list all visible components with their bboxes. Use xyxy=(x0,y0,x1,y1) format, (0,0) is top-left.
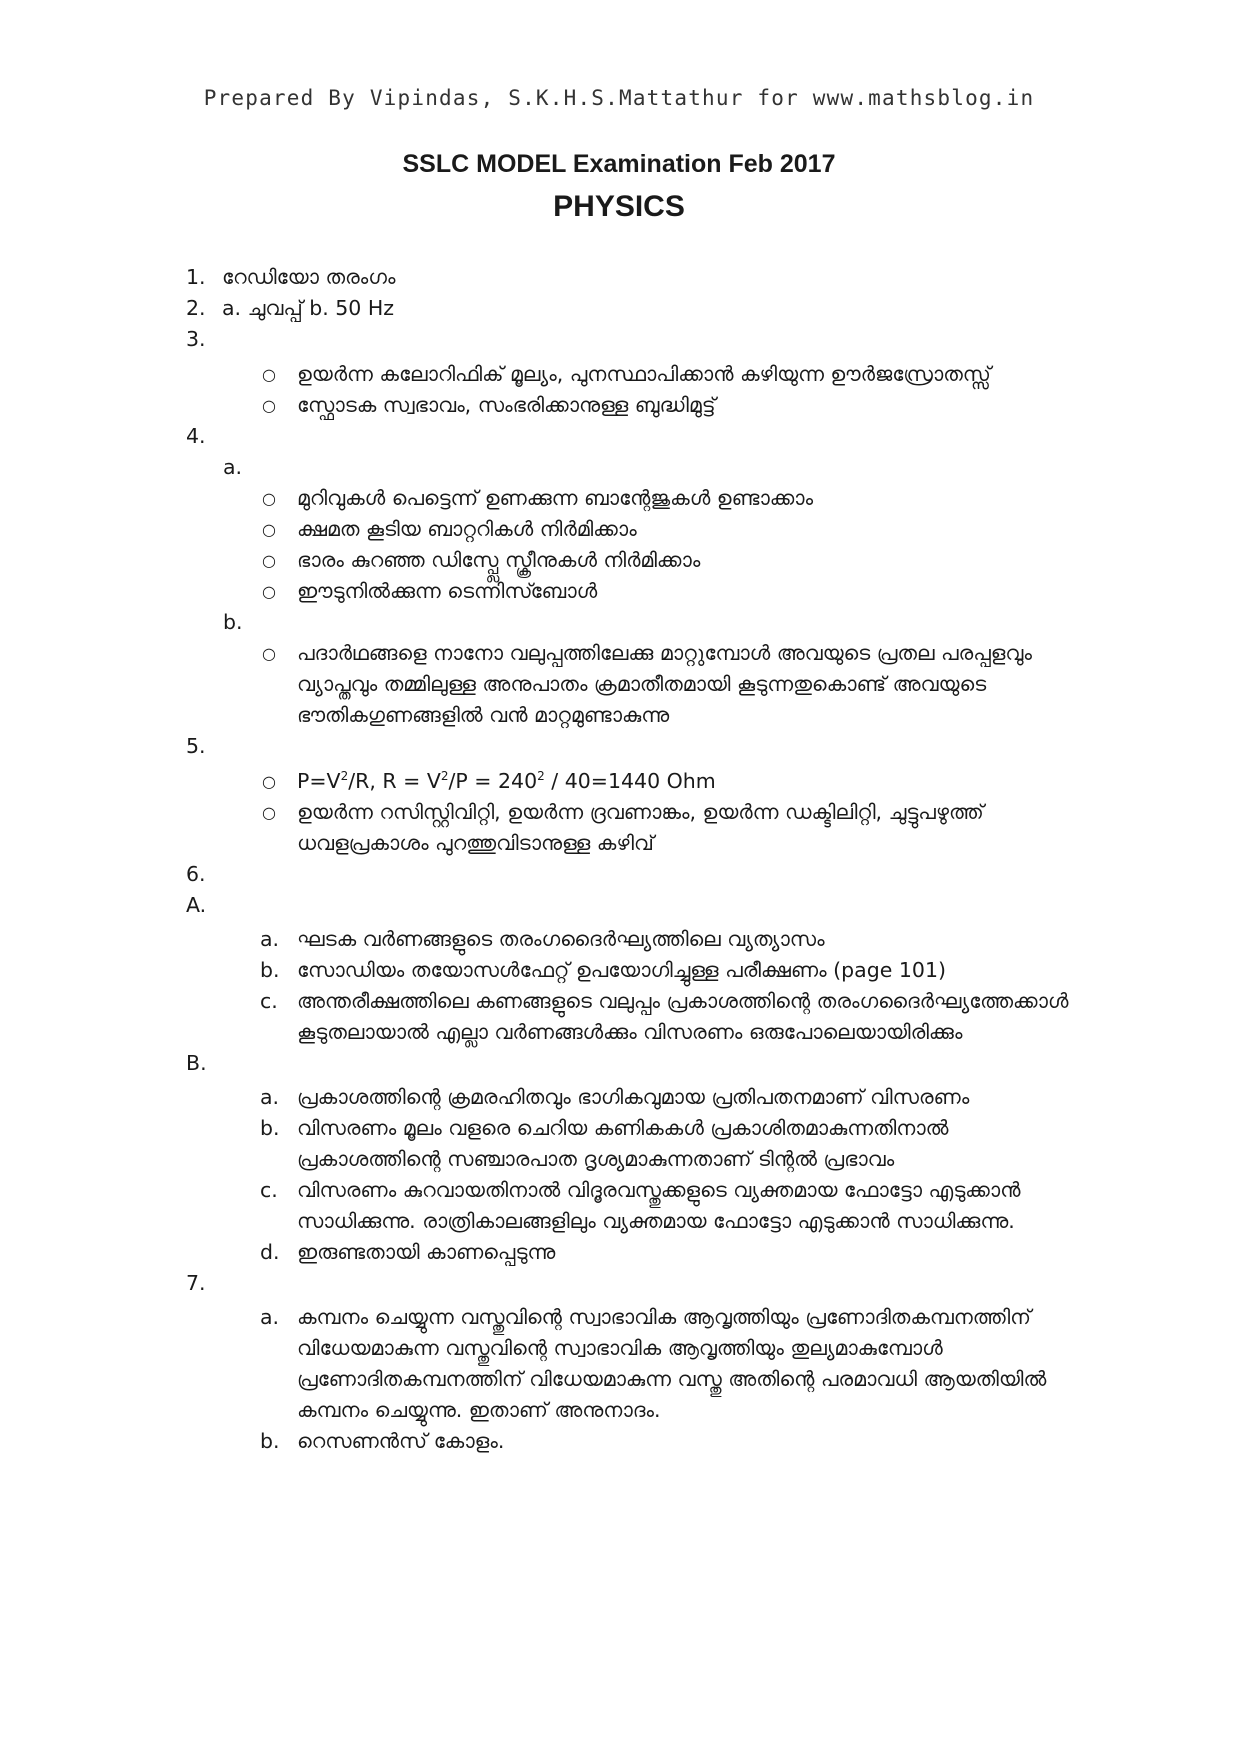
list-item xyxy=(0,1302,1238,1426)
list-item xyxy=(0,1082,1238,1113)
bullet-icon: ○ xyxy=(262,551,276,570)
bullet-icon: ○ xyxy=(262,396,276,415)
list-item-text: ഉയർന്ന റസിസ്റ്റിവിറ്റി, ഉയർന്ന ദ്രവണാങ്കം, ഉയർന്ന ഡക്ടിലിറ്റി, ചുട്ടുപഴുത്ത് ധവളപ്രകാശം പുറത്തുവിടാനുള്ള കഴിവ് xyxy=(297,800,984,855)
item-label: c. xyxy=(260,989,278,1013)
list-item-text: ക്ഷമത കൂടിയ ബാറ്ററികൾ നിർമിക്കാം xyxy=(297,517,637,541)
item-label: b. xyxy=(260,1429,280,1453)
answer-number: 2. xyxy=(186,296,206,320)
item-text: ഘടക വർണങ്ങളുടെ തരംഗദൈർഘ്യത്തിലെ വ്യത്യാസം xyxy=(297,927,825,951)
answer-number: 3. xyxy=(186,327,206,351)
section-label xyxy=(0,1048,1238,1079)
item-text: റെസണൻസ് കോളം. xyxy=(297,1429,505,1453)
section-label xyxy=(0,890,1238,921)
list-item-text: പദാർഥങ്ങളെ നാനോ വലുപ്പത്തിലേക്കു മാറ്റുമ്പോൾ അവയുടെ പ്രതല പരപ്പളവും വ്യാപ്തവും തമ്മിലുള്ള അനുപാതം ക്രമാതീതമായി കൂടുന്നതുകൊണ്ട് അവയുടെ ഭൗതികഗുണങ്ങളിൽ വൻ മാറ്റമുണ്ടാകുന്നു xyxy=(297,641,1032,727)
list-item xyxy=(0,924,1238,955)
answer-number: 4. xyxy=(186,424,206,448)
answer-6 xyxy=(0,859,1238,890)
bullet-icon: ○ xyxy=(262,582,276,601)
list-item xyxy=(0,797,1238,859)
list-item xyxy=(0,545,1238,576)
item-label: a. xyxy=(260,1305,280,1329)
item-text: വിസരണം മൂലം വളരെ ചെറിയ കണികകൾ പ്രകാശിതമാകുന്നതിനാൽ പ്രകാശത്തിന്റെ സഞ്ചാരപാത ദൃശ്യമാകുന്നതാണ് ടിന്റൽ പ്രഭാവം xyxy=(297,1116,949,1171)
list-item xyxy=(0,1237,1238,1268)
item-label: b. xyxy=(260,1116,280,1140)
list-item-text: മുറിവുകൾ പെട്ടെന്ന് ഉണക്കുന്ന ബാന്റേജുകൾ ഉണ്ടാക്കാം xyxy=(297,486,814,510)
answer-3 xyxy=(0,324,1238,355)
answer-1 xyxy=(0,262,1238,293)
item-label: d. xyxy=(260,1240,280,1264)
list-item xyxy=(0,638,1238,731)
list-item xyxy=(0,483,1238,514)
answer-text: റേഡിയോ തരംഗം xyxy=(222,265,396,289)
answer-5 xyxy=(0,731,1238,762)
sub-label-a: a. xyxy=(223,455,243,479)
item-label: b. xyxy=(260,958,280,982)
item-label: a. xyxy=(260,1085,280,1109)
bullet-icon: ○ xyxy=(262,489,276,508)
list-item xyxy=(0,390,1238,421)
item-text: അന്തരീക്ഷത്തിലെ കണങ്ങളുടെ വലുപ്പം പ്രകാശത്തിന്റെ തരംഗദൈർഘ്യത്തേക്കാൾ കൂടുതലായാൽ എല്ലാ വർണങ്ങൾക്കും വിസരണം ഒരുപോലെയായിരിക്കും xyxy=(297,989,1069,1044)
list-item-text: ഉയർന്ന കലോറിഫിക് മൂല്യം, പുനസ്ഥാപിക്കാൻ കഴിയുന്ന ഊർജസ്രോതസ്സ് xyxy=(297,362,991,386)
list-item xyxy=(0,359,1238,390)
item-label: c. xyxy=(260,1178,278,1202)
answer-number: 5. xyxy=(186,734,206,758)
list-item xyxy=(0,986,1238,1048)
bullet-icon: ○ xyxy=(262,803,276,822)
list-item xyxy=(0,1113,1238,1175)
answer-7 xyxy=(0,1268,1238,1299)
subject-title: PHYSICS xyxy=(553,190,685,223)
answer-text: a. ചുവപ്പ് b. 50 Hz xyxy=(222,296,395,320)
list-item xyxy=(0,514,1238,545)
item-text: പ്രകാശത്തിന്റെ ക്രമരഹിതവും ഭാഗികവുമായ പ്രതിപതനമാണ് വിസരണം xyxy=(297,1085,970,1109)
sub-label-b: b. xyxy=(223,610,243,634)
item-text: സോഡിയം തയോസൾഫേറ്റ് ഉപയോഗിച്ചുള്ള പരീക്ഷണം (page 101) xyxy=(297,958,946,982)
bullet-icon: ○ xyxy=(262,520,276,539)
list-item xyxy=(0,766,1238,797)
list-item-text: ഭാരം കുറഞ്ഞ ഡിസ്പ്ലേ സ്ക്രീനുകൾ നിർമിക്കാം xyxy=(297,548,701,572)
section-label-A: A. xyxy=(186,893,207,917)
item-text: വിസരണം കുറവായതിനാൽ വിദൂരവസ്തുക്കളുടെ വ്യക്തമായ ഫോട്ടോ എടുക്കാൻ സാധിക്കുന്നു. രാത്രികാലങ്ങളിലും വ്യക്തമായ ഫോട്ടോ എടുക്കാൻ സാധിക്കുന്നു. xyxy=(297,1178,1021,1233)
list-item xyxy=(0,1426,1238,1457)
formula-text: $P=V^2/R$, $R = V^2/P = 240^2 / 40=1440$ Ohm xyxy=(297,769,716,793)
answer-4 xyxy=(0,421,1238,452)
list-item xyxy=(0,955,1238,986)
item-label: a. xyxy=(260,927,280,951)
bullet-icon: ○ xyxy=(262,772,276,791)
page-header: Prepared By Vipindas, S.K.H.S.Mattathur for www.mathsblog.in xyxy=(203,86,1035,110)
list-item-text: ഈടുനിൽക്കുന്ന ടെന്നിസ്ബോൾ xyxy=(297,579,598,603)
sub-label xyxy=(0,452,1238,483)
answer-key xyxy=(0,262,1238,1457)
answer-number: 7. xyxy=(186,1271,206,1295)
answer-number: 6. xyxy=(186,862,206,886)
section-label-B: B. xyxy=(186,1051,207,1075)
answer-2 xyxy=(0,293,1238,324)
list-item xyxy=(0,576,1238,607)
bullet-icon: ○ xyxy=(262,365,276,384)
bullet-icon: ○ xyxy=(262,644,276,663)
answer-number: 1. xyxy=(186,265,206,289)
item-text: ഇരുണ്ടതായി കാണപ്പെടുന്നു xyxy=(297,1240,556,1264)
list-item-text: സ്ഫോടക സ്വഭാവം, സംഭരിക്കാനുള്ള ബുദ്ധിമുട്ട് xyxy=(297,393,716,417)
sub-label xyxy=(0,607,1238,638)
list-item xyxy=(0,1175,1238,1237)
exam-title: SSLC MODEL Examination Feb 2017 xyxy=(402,150,836,178)
item-text: കമ്പനം ചെയ്യുന്ന വസ്തുവിന്റെ സ്വാഭാവിക ആവൃത്തിയും പ്രണോദിതകമ്പനത്തിന് വിധേയമാകുന്ന വസ്തുവിന്റെ സ്വാഭാവിക ആവൃത്തിയും തുല്യമാകുമ്പോൾ പ്രണോദിതകമ്പനത്തിന് വിധേയമാകുന്ന വസ്തു അതിന്റെ പരമാവധി ആയതിയിൽ കമ്പനം ചെയ്യുന്നു. ഇതാണ് അനുനാദം. xyxy=(297,1305,1047,1422)
